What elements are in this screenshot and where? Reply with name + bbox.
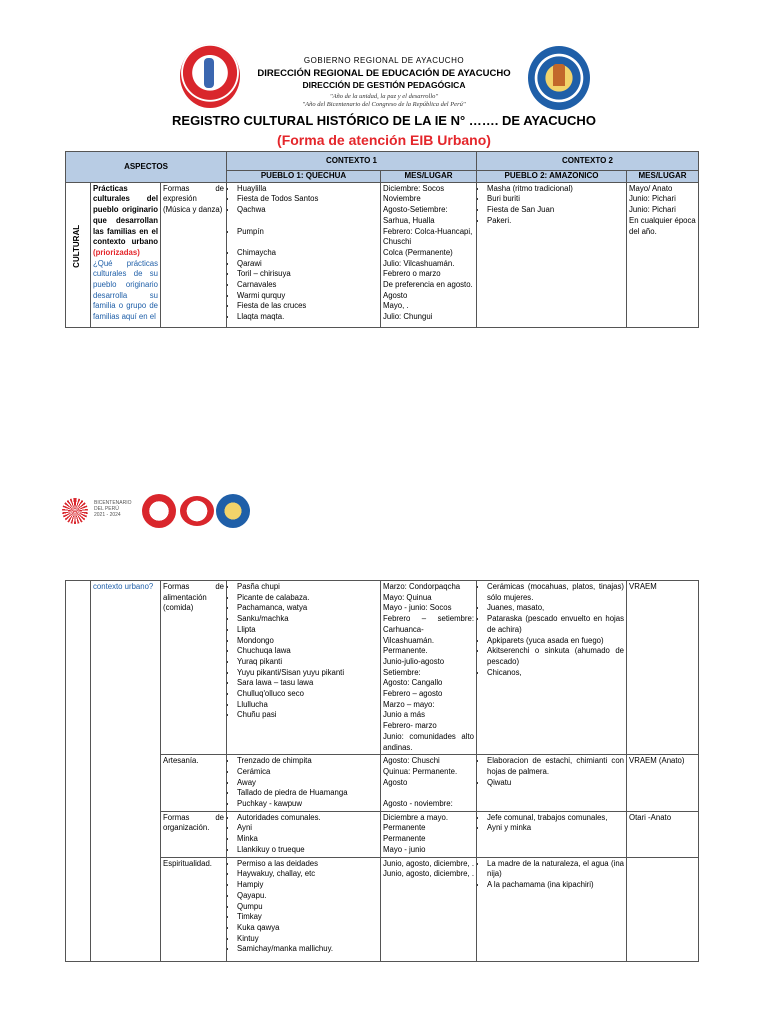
cultural-side-label: CULTURAL: [66, 182, 91, 327]
guiding-question-continued: contexto urbano?: [91, 581, 161, 962]
list-item: • Chicanos,: [487, 668, 624, 679]
month-line: Sarhua, Hualla: [383, 215, 435, 225]
quechua-practices-cell: [227, 182, 381, 327]
amazon-practices-cell: [477, 811, 627, 857]
month-line: Febrero – setiembre: Carhuanca-Vilcashuamán.: [383, 614, 474, 645]
guiding-question-ask: ¿Qué prácticas culturales de su pueblo originario desarrolla su familia o grupo de familias aquí en el: [93, 258, 158, 322]
list-item: • Fiesta de Todos Santos: [237, 194, 378, 205]
category-cell: Formas de expresión (Música y danza): [161, 182, 227, 327]
list-item: • Carnavales: [237, 280, 378, 291]
month-line: Agosto: [383, 290, 408, 300]
list-item: • Puchkay - kawpuw: [237, 799, 378, 810]
list-item: • Llullucha: [237, 700, 378, 711]
guiding-question-prioritized: (priorizadas): [93, 247, 140, 257]
aspects-header: ASPECTOS: [66, 152, 227, 183]
footer-logos: [60, 490, 260, 540]
month-line: En cualquier época del año.: [629, 215, 696, 236]
month-line: Julio: Vilcashuamán.: [383, 258, 455, 268]
list-item: • Tallado de piedra de Huamanga: [237, 788, 378, 799]
month-place-header-2: MES/LUGAR: [627, 171, 699, 183]
list-item: • Qachwa: [237, 205, 378, 216]
list-item: • Kuka qawya: [237, 923, 378, 934]
quechua-practices-cell: [227, 811, 381, 857]
list-item: • Hampiy: [237, 880, 378, 891]
quechua-months-cell: [381, 755, 477, 812]
amazon-months-cell: [627, 581, 699, 755]
list-item: • Timkay: [237, 912, 378, 923]
list-item: • Qiwatu: [487, 778, 624, 789]
guiding-question: [91, 182, 161, 327]
month-line: Junio, agosto, diciembre, .: [383, 858, 475, 868]
list-item: • Toril – chirisuya: [237, 269, 378, 280]
dre-seal-small-icon: [216, 494, 250, 528]
amazon-months-cell: [627, 755, 699, 812]
list-item: • Picante de calabaza.: [237, 593, 378, 604]
list-item: • Qumpu: [237, 902, 378, 913]
list-item: • Pataraska (pescado envuelto en hojas de achira): [487, 614, 624, 635]
month-line: Junio a más: [383, 710, 426, 720]
month-line: Febrero – agosto: [383, 689, 443, 699]
amazon-months-cell: [627, 182, 699, 327]
list-item: • Buri buriti: [487, 194, 624, 205]
list-item: [237, 216, 378, 227]
month-line: Colca (Permanente): [383, 247, 453, 257]
list-item: • Ayni y minka: [487, 823, 624, 834]
context-1-header: CONTEXTO 1: [227, 152, 477, 171]
document-header: [0, 40, 768, 120]
month-line: Diciembre: Socos: [383, 183, 445, 193]
list-item: • Haywakuy, challay, etc: [237, 869, 378, 880]
guiding-question-main: Prácticas culturales del pueblo originario que desarrollan las familias en el contexto urbano: [93, 183, 158, 247]
list-item: • Apkiparets (yuca asada en fuego): [487, 636, 624, 647]
list-item: • Yuyu pikanti/Sisan yuyu pikanti: [237, 668, 378, 679]
month-line: Agosto - noviembre:: [383, 799, 453, 809]
year-motto-2: "Año del Bicentenario del Congreso de la República del Perú": [302, 101, 466, 108]
list-item: • Pasña chupi: [237, 582, 378, 593]
table-row: [66, 811, 699, 857]
list-item: • Chuchuqa lawa: [237, 646, 378, 657]
document-subtitle: (Forma de atención EIB Urbano): [277, 132, 491, 148]
list-item: • Llipta: [237, 625, 378, 636]
quechua-practices-cell: [227, 755, 381, 812]
list-item: • Masha (ritmo tradicional): [487, 184, 624, 195]
month-line: Febrero- marzo: [383, 721, 437, 731]
month-line: Agosto: [383, 777, 408, 787]
list-item: • Juanes, masato,: [487, 603, 624, 614]
amazon-practices-cell: [477, 857, 627, 961]
list-item: • Llankikuy o trueque: [237, 845, 378, 856]
document-title: REGISTRO CULTURAL HISTÓRICO DE LA IE N° ……. DE AYACUCHO: [172, 113, 596, 128]
month-line: Mayo/ Anato: [629, 183, 673, 193]
month-line: De preferencia en agosto.: [383, 280, 473, 290]
bicentenario-logo-icon: [62, 498, 88, 524]
list-item: • Akitserenchi o sinkuta (ahumado de pescado): [487, 646, 624, 667]
pedagogical-directorate: DIRECCIÓN DE GESTIÓN PEDAGÓGICA: [302, 80, 466, 90]
month-line: Junio: Pichari: [629, 194, 676, 204]
list-item: • Samichay/manka mallichuy.: [237, 944, 378, 955]
context-2-header: CONTEXTO 2: [477, 152, 699, 171]
month-line: Agosto: Chuschi: [383, 756, 440, 766]
eib-logo-icon: [180, 496, 214, 526]
month-place-header-1: MES/LUGAR: [381, 171, 477, 183]
month-line: VRAEM: [629, 582, 657, 591]
month-line: Febrero: Colca-Huancapi, Chuschi: [383, 226, 473, 247]
cultural-registry-table-continued: [65, 580, 699, 962]
amazon-months-cell: [627, 857, 699, 961]
regional-seal-small-icon: [142, 494, 176, 528]
month-line: Febrero o marzo: [383, 269, 441, 279]
month-line: Marzo – mayo:: [383, 699, 435, 709]
category-cell: Formas de alimentación (comida): [161, 581, 227, 755]
side-cell: [66, 581, 91, 962]
list-item: • Sanku/machka: [237, 614, 378, 625]
list-item: • Elaboracion de estachi, chimianti con hojas de palmera.: [487, 756, 624, 777]
list-item: • Pakeri.: [487, 216, 624, 227]
amazon-months-cell: [627, 811, 699, 857]
month-line: Quinua: Permanente.: [383, 766, 458, 776]
list-item: • A la pachamama (ina kipachiri): [487, 880, 624, 891]
cultural-registry-table: [65, 151, 699, 328]
month-line: Julio: Chungui: [383, 312, 433, 322]
month-line: Permanente: [383, 823, 426, 833]
month-line: Mayo - junio: Socos: [383, 603, 452, 613]
category-cell: Espiritualidad.: [161, 857, 227, 961]
list-item: • Jefe comunal, trabajos comunales,: [487, 813, 624, 824]
list-item: • Chuñu pasi: [237, 710, 378, 721]
quechua-practices-cell: [227, 857, 381, 961]
quechua-people-header: PUEBLO 1: QUECHUA: [227, 171, 381, 183]
month-line: Mayo, .: [383, 301, 409, 311]
list-item: • Yuraq pikanti: [237, 657, 378, 668]
list-item: • Chimaycha: [237, 248, 378, 259]
month-line: Mayo - junio: [383, 844, 426, 854]
month-line: Mayo: Quinua: [383, 592, 432, 602]
month-line: Junio: comunidades alto andinas.: [383, 731, 474, 752]
amazon-people-header: PUEBLO 2: AMAZONICO: [477, 171, 627, 183]
amazon-practices-cell: [477, 182, 627, 327]
amazon-practices-cell: [477, 755, 627, 812]
list-item: • Ayni: [237, 823, 378, 834]
list-item: • Away: [237, 778, 378, 789]
month-line: VRAEM (Anato): [629, 756, 685, 766]
month-line: Diciembre a mayo.: [383, 812, 448, 822]
amazon-practices-cell: [477, 581, 627, 755]
list-item: • Chulluq'olluco seco: [237, 689, 378, 700]
list-item: • Trenzado de chimpita: [237, 756, 378, 767]
list-item: • Kintuy: [237, 934, 378, 945]
quechua-months-cell: [381, 182, 477, 327]
month-line: Agosto-Setiembre:: [383, 205, 448, 215]
month-line: Otari -Anato: [629, 812, 672, 822]
list-item: • Autoridades comunales.: [237, 813, 378, 824]
list-item: • Pachamanca, watya: [237, 603, 378, 614]
list-item: [237, 237, 378, 248]
table-row: [66, 755, 699, 812]
month-line: Junio: Pichari: [629, 205, 676, 215]
list-item: • Sara lawa – tasu lawa: [237, 678, 378, 689]
table-row: [66, 581, 699, 755]
quechua-months-cell: [381, 857, 477, 961]
category-cell: Formas de organización.: [161, 811, 227, 857]
quechua-months-cell: [381, 811, 477, 857]
month-line: Marzo: Condorpaqcha: [383, 582, 461, 591]
list-item: • Llaqta maqta.: [237, 312, 378, 323]
month-line: Junio, agosto, diciembre, .: [383, 869, 475, 879]
month-line: Junio-julio-agosto: [383, 656, 445, 666]
directorate-name: DIRECCIÓN REGIONAL DE EDUCACIÓN DE AYACUCHO: [257, 68, 511, 79]
list-item: • Pumpín: [237, 227, 378, 238]
month-line: Agosto: Cangallo: [383, 678, 443, 688]
bicentenario-text: BICENTENARIO DEL PERÚ 2021 - 2024: [94, 500, 132, 518]
list-item: • Fiesta de las cruces: [237, 301, 378, 312]
government-name: GOBIERNO REGIONAL DE AYACUCHO: [303, 56, 465, 65]
table-row: [66, 857, 699, 961]
list-item: • Fiesta de San Juan: [487, 205, 624, 216]
list-item: • Qarawi: [237, 259, 378, 270]
list-item: • Cerámica: [237, 767, 378, 778]
month-line: Noviembre: [383, 194, 421, 204]
month-line: Permanente.: [383, 646, 428, 656]
list-item: • Mondongo: [237, 636, 378, 647]
month-line: Permanente: [383, 834, 426, 844]
list-item: • Qayapu.: [237, 891, 378, 902]
month-line: Setiembre:: [383, 667, 421, 677]
list-item: • Cerámicas (mocahuas, platos, tinajas) sólo mujeres.: [487, 582, 624, 603]
quechua-practices-cell: [227, 581, 381, 755]
list-item: [487, 788, 624, 799]
month-line: [383, 788, 474, 799]
list-item: • Warmi qurquy: [237, 291, 378, 302]
list-item: • Huaylilla: [237, 184, 378, 195]
year-motto-1: "Año de la unidad, la paz y el desarrollo": [329, 93, 439, 100]
list-item: • Permiso a las deidades: [237, 859, 378, 870]
quechua-months-cell: [381, 581, 477, 755]
list-item: • La madre de la naturaleza, el agua (ina nija): [487, 859, 624, 880]
category-cell: Artesanía.: [161, 755, 227, 812]
list-item: • Minka: [237, 834, 378, 845]
